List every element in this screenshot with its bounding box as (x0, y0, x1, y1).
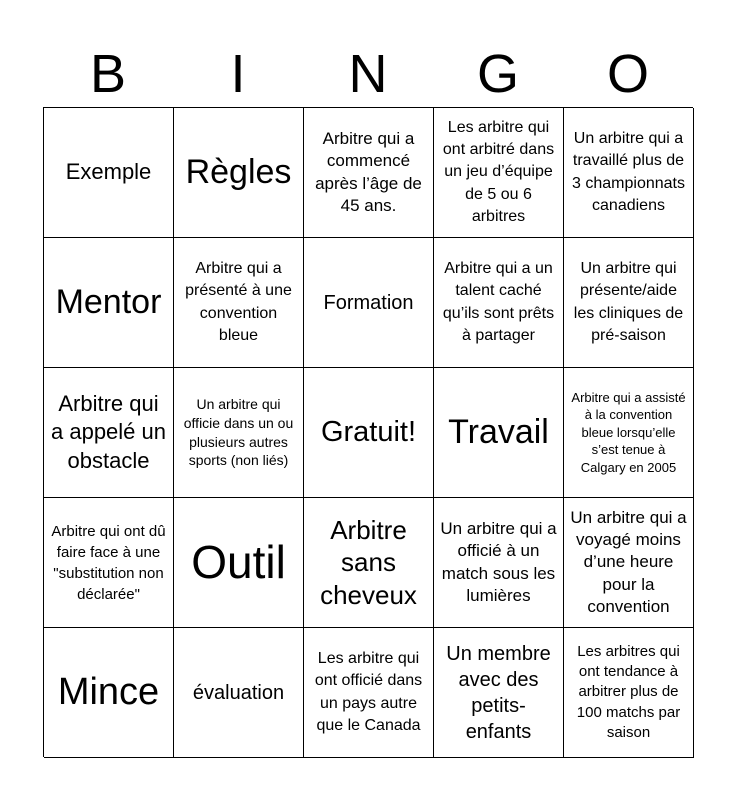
bingo-cell[interactable] (564, 498, 694, 628)
bingo-cell[interactable] (174, 368, 304, 498)
bingo-cell[interactable] (304, 238, 434, 368)
bingo-cell[interactable] (174, 628, 304, 758)
cell-text: Arbitre qui a commencé après l’âge de 45 ans. (315, 129, 422, 215)
bingo-cell[interactable] (564, 108, 694, 238)
bingo-cell[interactable] (174, 238, 304, 368)
cell-text: Un arbitre qui a travaillé plus de 3 championnats canadiens (572, 129, 685, 214)
bingo-cell[interactable] (564, 238, 694, 368)
bingo-cell[interactable] (564, 628, 694, 758)
cell-text: Arbitre qui a appelé un obstacle (51, 390, 166, 473)
cell-text: Un arbitre qui a voyagé moins d’une heure pour la convention (570, 508, 687, 616)
bingo-cell[interactable] (434, 368, 564, 498)
bingo-board (43, 107, 693, 757)
bingo-cell[interactable] (434, 628, 564, 758)
cell-text: Arbitre qui a un talent caché qu’ils sont prêts à partager (442, 259, 555, 344)
cell-text: Exemple (65, 159, 152, 185)
bingo-cell[interactable] (434, 238, 564, 368)
cell-text: Arbitre qui a présenté à une convention bleue (185, 259, 292, 344)
bingo-cell[interactable] (434, 498, 564, 628)
title-letter-i: I (230, 44, 246, 104)
title-letter-o: O (606, 44, 649, 104)
cell-text: Les arbitres qui ont tendance à arbitrer plus de 100 matchs par saison (576, 642, 681, 741)
cell-text: Un arbitre qui présente/aide les cliniques de pré-saison (573, 259, 684, 344)
cell-text: Les arbitre qui ont officié dans un pays autre que le Canada (314, 649, 423, 734)
bingo-cell[interactable] (44, 238, 174, 368)
title-letter-n: N (348, 44, 388, 104)
bingo-cell[interactable] (44, 368, 174, 498)
cell-text: Arbitre qui ont dû faire face à une "substitution non déclarée" (51, 522, 166, 603)
cell-text: Travail (448, 412, 549, 451)
cell-text: Outil (191, 536, 286, 589)
bingo-cell[interactable] (174, 498, 304, 628)
bingo-cell[interactable] (44, 498, 174, 628)
cell-text: évaluation (192, 681, 285, 704)
cell-text: Formation (323, 291, 414, 314)
bingo-cell[interactable] (304, 108, 434, 238)
cell-text: Un membre avec des petits-enfants (446, 642, 551, 743)
cell-text: Mentor (55, 282, 162, 321)
bingo-cell[interactable] (304, 498, 434, 628)
bingo-cell[interactable] (564, 368, 694, 498)
cell-text: Règles (185, 152, 292, 191)
title-letter-b: B (89, 44, 127, 104)
bingo-cell[interactable] (304, 628, 434, 758)
cell-text: Les arbitre qui ont arbitré dans un jeu d’équipe de 5 ou 6 arbitres (442, 118, 555, 226)
cell-text: Arbitre sans cheveux (320, 514, 417, 610)
bingo-cell[interactable] (44, 628, 174, 758)
bingo-title (43, 40, 693, 108)
bingo-cell[interactable] (304, 368, 434, 498)
cell-text: Un arbitre qui a officié à un match sous les lumières (440, 519, 557, 605)
bingo-cell[interactable] (44, 108, 174, 238)
bingo-cell[interactable] (434, 108, 564, 238)
cell-text: Gratuit! (320, 416, 417, 449)
title-letter-g: G (476, 44, 519, 104)
cell-text: Mince (57, 670, 160, 713)
bingo-cell[interactable] (174, 108, 304, 238)
cell-text: Un arbitre qui officie dans un ou plusieurs autres sports (non liés) (183, 395, 294, 469)
cell-text: Arbitre qui a assisté à la convention bleue lorsqu’elle s’est tenue à Calgary en 2005 (571, 389, 686, 475)
